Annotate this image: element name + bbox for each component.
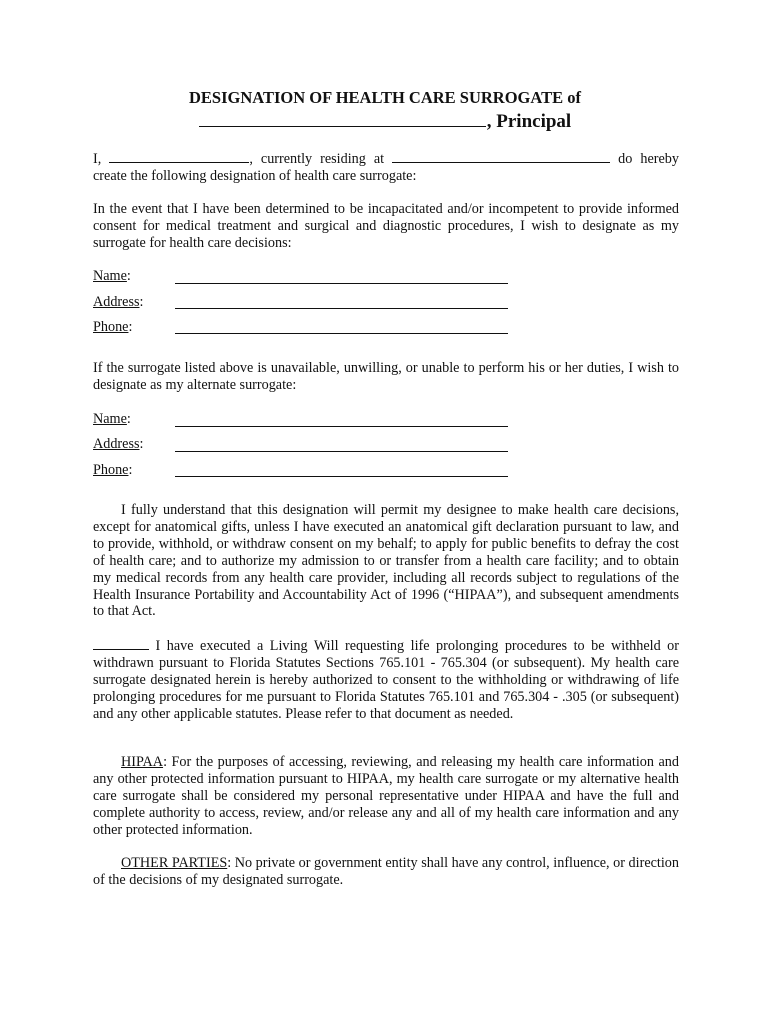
residence-blank[interactable] bbox=[392, 150, 610, 163]
understanding-paragraph: I fully understand that this designation will permit my designee to make health care decisions, except for anatomical gifts, unless I have executed an anatomical gift declaration pursuant to law, and to provide, withhold, or withdraw consent on my behalf; to apply for public benefits to defray the cost of health care; and to authorize my admission to or transfer from a health care facility; and to obtain my medical records from any health care provider, including all records subject to regulations of the Health Insurance Portability and Accountability Act of 1996 (“HIPAA”), and subsequent amendments to that Act. bbox=[93, 502, 679, 620]
primary-name-line[interactable] bbox=[175, 283, 508, 284]
intro-suffix: do hereby create the following designation of health care surrogate: bbox=[93, 151, 679, 184]
field-label: Address bbox=[93, 294, 140, 310]
intro-middle: , currently residing at bbox=[249, 151, 385, 167]
hipaa-text: : For the purposes of accessing, reviewing, and releasing my health care information and any other protected information pursuant to HIPAA, my health care surrogate or my alternative health care surrogate shall be considered my personal representative under HIPAA and have the full and complete authority to access, review, and/or release any and all of my health care information and any other protected information. bbox=[93, 754, 679, 838]
field-label: Name bbox=[93, 411, 127, 427]
living-will-paragraph bbox=[93, 637, 679, 723]
primary-phone-field: Phone: bbox=[93, 319, 133, 335]
primary-address-field: Address: bbox=[93, 294, 144, 310]
field-label: Address bbox=[93, 436, 140, 452]
living-will-text: I have executed a Living Will requesting life prolonging procedures to be withheld or withdrawn pursuant to Florida Statutes Sections 765.101 - 765.304 (or subsequent). My health care surrogate designated herein is hereby authorized to consent to the withholding or withdrawing of life prolonging procedures for me pursuant to Florida Statutes 765.101 and 765.304 - .305 (or subsequent) and any other applicable statutes. Please refer to that document as needed. bbox=[93, 638, 679, 722]
primary-phone-line[interactable] bbox=[175, 333, 508, 334]
field-label: Name bbox=[93, 268, 127, 284]
other-parties-heading: OTHER PARTIES bbox=[121, 855, 228, 871]
other-parties-text: : No private or government entity shall have any control, influence, or direction of the decisions of my designated surrogate. bbox=[93, 855, 679, 888]
field-label: Phone bbox=[93, 462, 129, 478]
primary-address-line[interactable] bbox=[175, 308, 508, 309]
alternate-name-line[interactable] bbox=[175, 426, 508, 427]
other-parties-paragraph bbox=[93, 855, 679, 889]
intro-prefix: I, bbox=[93, 151, 102, 167]
field-label: Phone bbox=[93, 319, 129, 335]
alternate-name-field: Name: bbox=[93, 411, 131, 427]
alternate-paragraph: If the surrogate listed above is unavailable, unwilling, or unable to perform his or her duties, I wish to designate as my alternate surrogate: bbox=[93, 360, 679, 393]
principal-name-blank[interactable] bbox=[199, 108, 486, 127]
hipaa-paragraph bbox=[93, 754, 679, 839]
living-will-initials-blank[interactable] bbox=[93, 637, 149, 650]
alternate-address-field: Address: bbox=[93, 436, 144, 452]
alternate-phone-line[interactable] bbox=[175, 476, 508, 477]
alternate-address-line[interactable] bbox=[175, 451, 508, 452]
event-paragraph: In the event that I have been determined to be incapacitated and/or incompetent to provide informed consent for medical treatment and surgical and diagnostic procedures, I wish to designate as my surrogate for health care decisions: bbox=[93, 201, 679, 251]
document-title: DESIGNATION OF HEALTH CARE SURROGATE of bbox=[189, 88, 581, 107]
alternate-phone-field: Phone: bbox=[93, 462, 133, 478]
hipaa-heading: HIPAA bbox=[121, 754, 164, 770]
declarant-name-blank[interactable] bbox=[109, 150, 249, 163]
principal-line bbox=[0, 108, 770, 133]
principal-suffix: , Principal bbox=[486, 111, 572, 132]
intro-paragraph bbox=[93, 150, 679, 185]
primary-name-field: Name: bbox=[93, 268, 131, 284]
